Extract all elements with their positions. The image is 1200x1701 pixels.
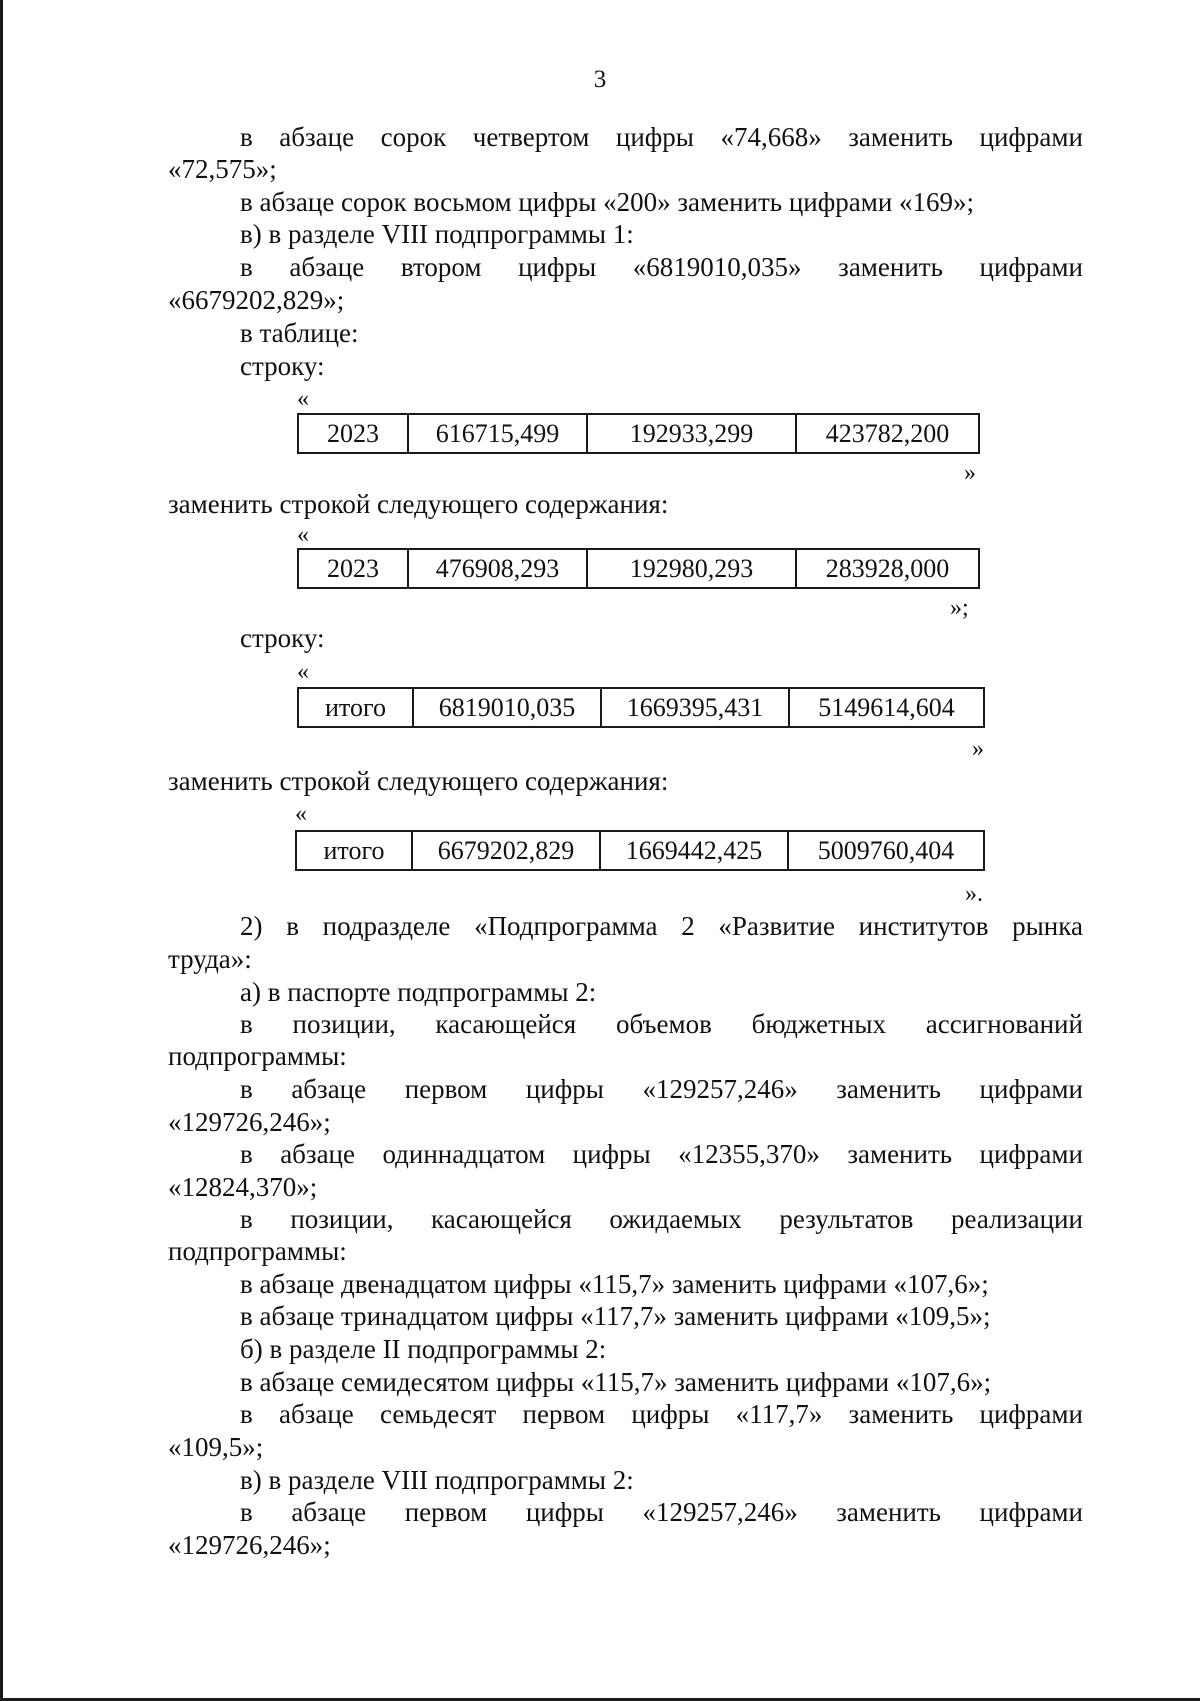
line-replace-1: заменить строкой следующего содержания:	[168, 489, 669, 519]
word: четвертом	[472, 122, 590, 152]
table-row-new-2023	[297, 548, 980, 589]
line-abzac-12: в абзаце двенадцатом цифры «115,7» заменить цифрами «107,6»;	[240, 1269, 989, 1299]
word: «Подпрограмма	[474, 911, 658, 941]
word: 2)	[240, 911, 263, 941]
word: институтов	[858, 911, 989, 941]
line-row-label: строку:	[240, 351, 325, 381]
table-row-old-total	[297, 687, 985, 728]
word: цифрами	[979, 1497, 1083, 1527]
word: заменить	[838, 252, 943, 282]
word: в	[240, 1497, 253, 1527]
cell-label: итого	[296, 831, 412, 870]
word: абзаце	[291, 1497, 367, 1527]
line-abzac-13: в абзаце тринадцатом цифры «117,7» заменить цифрами «109,5»;	[240, 1301, 991, 1331]
line-subprogram-2-cont: труда»:	[168, 944, 252, 974]
word: касающейся	[431, 1204, 572, 1234]
line-position-results-cont: подпрограммы:	[168, 1236, 347, 1266]
line-abzac-44-cont: «72,575»;	[168, 154, 277, 184]
line-position-budget-cont: подпрограммы:	[168, 1041, 347, 1071]
line-abzac-71	[240, 1398, 1083, 1430]
word: цифры	[615, 122, 694, 152]
scan-left-border	[0, 0, 3, 1701]
word: подразделе	[322, 911, 451, 941]
word: первом	[404, 1074, 488, 1104]
word: «129257,246»	[642, 1074, 798, 1104]
word: заменить	[836, 1497, 941, 1527]
word: результатов	[779, 1204, 914, 1234]
cell-regional: 423782,200	[796, 414, 979, 453]
close-quote: »	[964, 460, 976, 486]
cell-regional: 283928,000	[796, 549, 979, 588]
cell-total: 476908,293	[408, 549, 587, 588]
word: позиции,	[290, 1204, 394, 1234]
line-in-table: в таблице:	[240, 318, 359, 348]
word: цифрами	[979, 1399, 1083, 1429]
word: заменить	[847, 1139, 953, 1169]
word: сорок	[380, 122, 447, 152]
line-abzac-44	[240, 121, 1083, 153]
line-abzac-70: в абзаце семидесятом цифры «115,7» заменить цифрами «107,6»;	[240, 1367, 992, 1397]
word: абзаце	[289, 252, 365, 282]
word: втором	[400, 252, 482, 282]
line-row-label: строку:	[240, 623, 325, 653]
word: реализации	[951, 1204, 1083, 1234]
line-abzac-1-cont: «129726,246»;	[168, 1107, 331, 1137]
word: в	[240, 1204, 253, 1234]
word: цифры	[525, 1497, 604, 1527]
line-abzac-71-cont: «109,5»;	[168, 1432, 264, 1462]
word: семьдесят	[380, 1399, 497, 1429]
word: в	[240, 1399, 253, 1429]
word: цифрами	[979, 1139, 1083, 1169]
table-row-new-total	[295, 830, 985, 871]
cell-total: 6819010,035	[413, 688, 601, 727]
close-quote: »;	[950, 595, 969, 621]
word: абзаце	[280, 1139, 355, 1169]
word: в	[240, 1074, 253, 1104]
cell-regional: 5149614,604	[789, 688, 984, 727]
word: абзаце	[291, 1074, 367, 1104]
word: цифры	[518, 252, 597, 282]
word: в	[240, 252, 253, 282]
open-quote: «	[295, 801, 307, 827]
open-quote: «	[297, 386, 309, 412]
word: в	[240, 122, 253, 152]
line-abzac-11-cont: «12824,370»;	[168, 1172, 318, 1202]
word: «117,7»	[735, 1399, 823, 1429]
cell-federal: 1669442,425	[600, 831, 788, 870]
line-section-viii-1: в) в разделе VIII подпрограммы 1:	[240, 219, 634, 249]
line-subprogram-2	[240, 910, 1083, 942]
close-quote: ».	[965, 881, 983, 907]
line-abzac-1-viii-cont: «129726,246»;	[168, 1530, 331, 1560]
word: ассигнований	[925, 1009, 1083, 1039]
open-quote: «	[297, 522, 309, 548]
word: первом	[522, 1399, 606, 1429]
word: объемов	[615, 1009, 712, 1039]
line-replace-2: заменить строкой следующего содержания:	[168, 766, 669, 796]
word: цифрами	[979, 252, 1083, 282]
word: в	[286, 911, 299, 941]
word: позиции,	[292, 1009, 396, 1039]
line-abzac-2	[240, 251, 1083, 283]
cell-year: 2023	[298, 549, 408, 588]
word: заменить	[836, 1074, 941, 1104]
word: в	[240, 1009, 253, 1039]
word: ожидаемых	[609, 1204, 742, 1234]
close-quote: »	[972, 736, 984, 762]
line-passport: а) в паспорте подпрограммы 2:	[240, 977, 597, 1007]
word: «Развитие	[718, 911, 835, 941]
table-row-old-2023	[297, 413, 980, 454]
cell-total: 6679202,829	[412, 831, 600, 870]
word: «74,668»	[720, 122, 822, 152]
line-abzac-1	[240, 1073, 1083, 1105]
cell-label: итого	[298, 688, 413, 727]
cell-federal: 1669395,431	[601, 688, 789, 727]
word: заменить	[848, 1399, 954, 1429]
word: рынка	[1012, 911, 1083, 941]
line-section-viii-2: в) в разделе VIII подпрограммы 2:	[240, 1465, 634, 1495]
page-number: 3	[593, 66, 607, 93]
word: цифрами	[979, 122, 1083, 152]
word: первом	[404, 1497, 488, 1527]
word: в	[240, 1139, 253, 1169]
cell-federal: 192980,293	[587, 549, 796, 588]
line-abzac-48: в абзаце сорок восьмом цифры «200» заменить цифрами «169»;	[240, 187, 975, 217]
line-abzac-2-cont: «6679202,829»;	[168, 285, 345, 315]
word: абзаце	[279, 122, 355, 152]
line-position-results	[240, 1203, 1083, 1235]
cell-federal: 192933,299	[587, 414, 796, 453]
word: «12355,370»	[678, 1139, 820, 1169]
line-position-budget	[240, 1008, 1083, 1040]
word: цифры	[631, 1399, 710, 1429]
word: «6819010,035»	[632, 252, 802, 282]
cell-total: 616715,499	[408, 414, 587, 453]
word: одиннадцатом	[382, 1139, 546, 1169]
word: касающейся	[435, 1009, 577, 1039]
word: 2	[681, 911, 695, 941]
word: «129257,246»	[642, 1497, 798, 1527]
word: бюджетных	[751, 1009, 887, 1039]
word: заменить	[848, 122, 953, 152]
word: цифры	[525, 1074, 604, 1104]
word: цифры	[572, 1139, 651, 1169]
line-section-ii-2: б) в разделе II подпрограммы 2:	[240, 1334, 607, 1364]
cell-year: 2023	[298, 414, 408, 453]
line-abzac-11	[240, 1138, 1083, 1170]
word: цифрами	[979, 1074, 1083, 1104]
cell-regional: 5009760,404	[788, 831, 984, 870]
line-abzac-1-viii	[240, 1496, 1083, 1528]
open-quote: «	[297, 659, 309, 685]
word: абзаце	[278, 1399, 354, 1429]
